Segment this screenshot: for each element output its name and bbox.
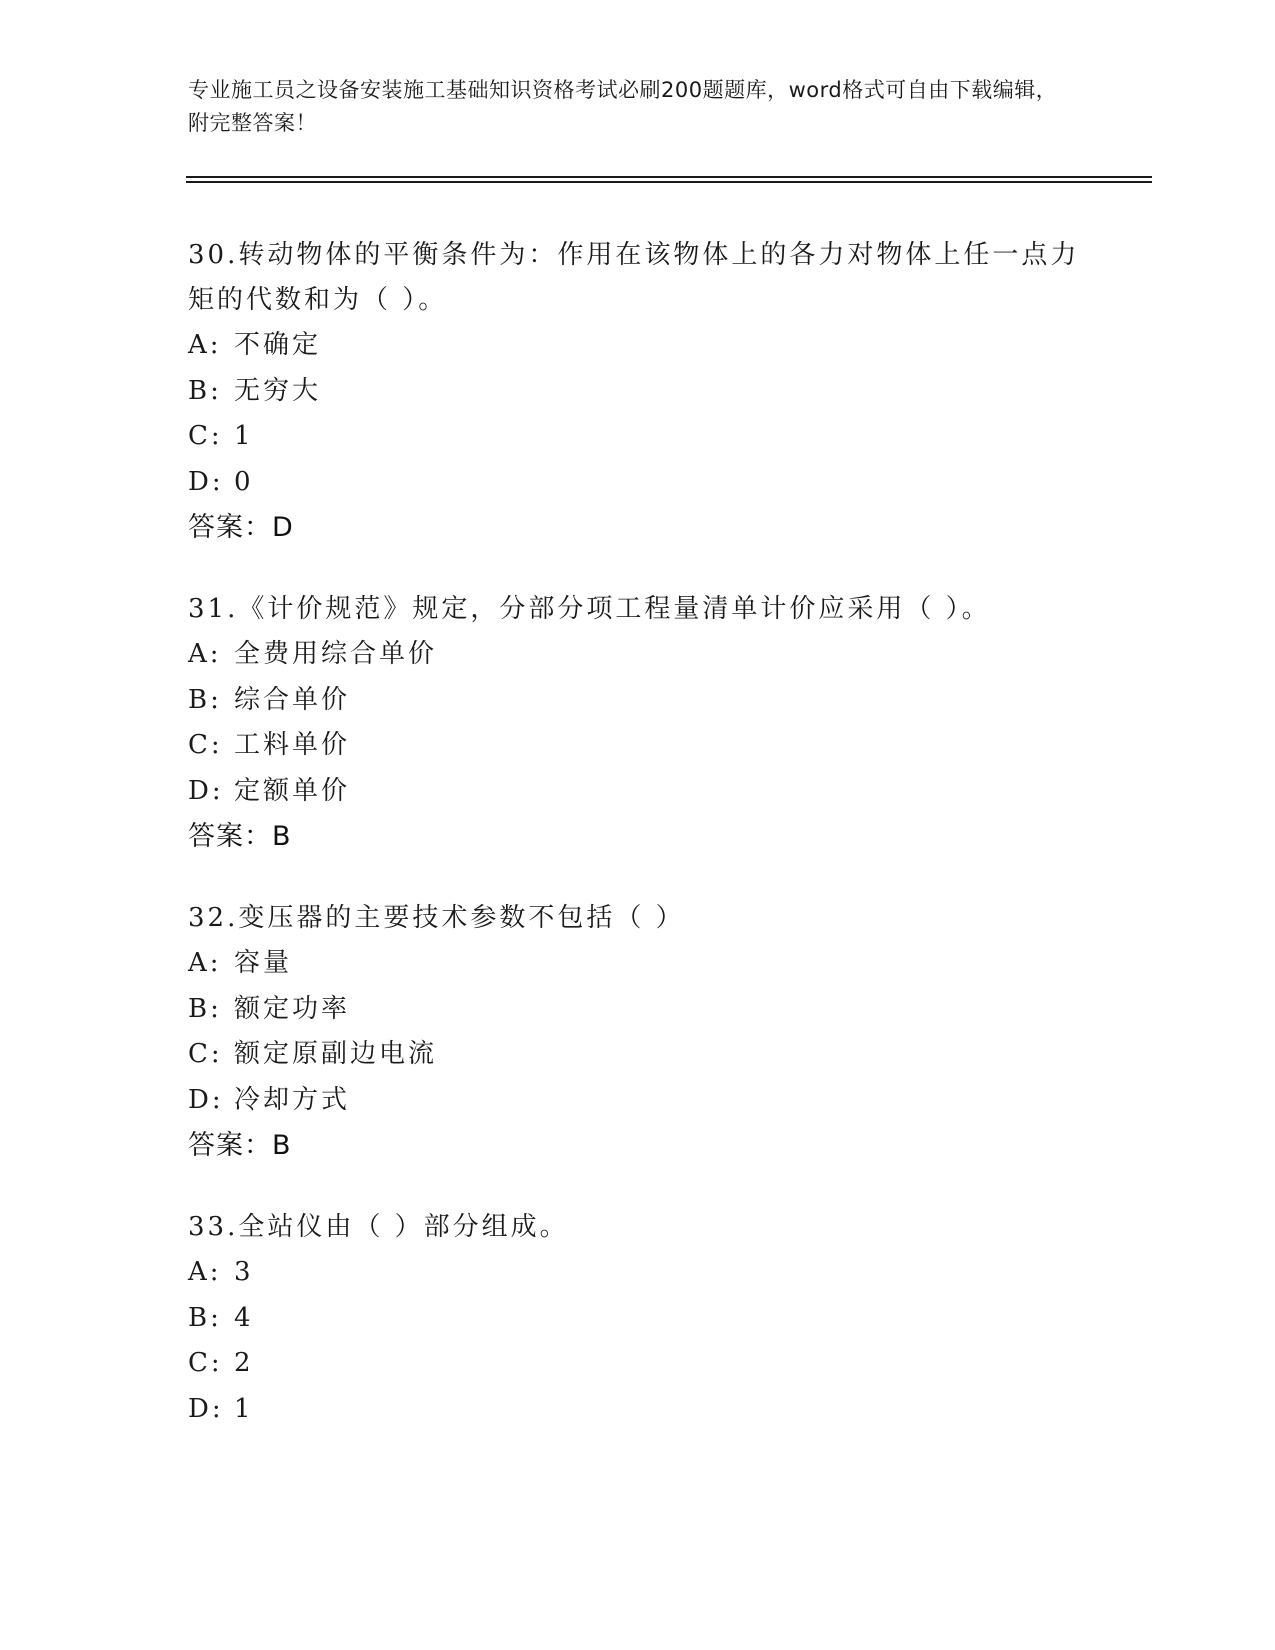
- option-a: [188, 323, 1088, 369]
- option-letter: B:: [188, 1302, 222, 1333]
- option-b: [188, 1296, 1088, 1342]
- option-a: [188, 941, 1088, 987]
- option-text: 2: [234, 1348, 254, 1378]
- option-text: 额定功率: [234, 993, 351, 1024]
- option-c: [188, 1341, 1088, 1387]
- option-text: 冷却方式: [234, 1084, 351, 1115]
- option-letter: C:: [188, 421, 223, 451]
- option-b: [188, 678, 1088, 724]
- option-letter: D:: [188, 775, 224, 806]
- header-divider-bottom: [186, 181, 1152, 183]
- question-31: [188, 587, 1088, 860]
- option-text: 工料单价: [234, 730, 351, 760]
- option-letter: D:: [188, 1393, 224, 1424]
- question-stem: 33.全站仪由（ ）部分组成。: [188, 1212, 569, 1242]
- option-a: [188, 632, 1088, 678]
- option-c: [188, 414, 1088, 460]
- option-text: 1: [234, 1393, 254, 1424]
- question-list: [188, 233, 1088, 1468]
- answer-line: 答案：B: [188, 1130, 292, 1161]
- option-letter: D:: [188, 1084, 224, 1115]
- answer-line: 答案：B: [188, 821, 292, 852]
- question-32: [188, 896, 1088, 1169]
- option-letter: A:: [188, 639, 222, 669]
- document-header: 专业施工员之设备安装施工基础知识资格考试必刷200题题库，word格式可自由下载编辑，附完整答案！: [188, 78, 1058, 135]
- question-33: [188, 1205, 1088, 1432]
- option-d: [188, 460, 1088, 506]
- option-d: [188, 1078, 1088, 1124]
- question-stem: 32.变压器的主要技术参数不包括（ ）: [188, 903, 685, 933]
- option-b: [188, 369, 1088, 415]
- header-divider-top: [186, 176, 1152, 178]
- option-text: 无穷大: [234, 375, 322, 406]
- option-text: 额定原副边电流: [234, 1039, 438, 1069]
- option-text: 定额单价: [234, 775, 351, 806]
- option-text: 3: [234, 1257, 254, 1287]
- option-d: [188, 769, 1088, 815]
- option-letter: C:: [188, 1348, 223, 1378]
- option-d: [188, 1387, 1088, 1433]
- option-text: 0: [234, 466, 254, 497]
- option-text: 不确定: [234, 330, 322, 360]
- option-letter: B:: [188, 375, 222, 406]
- option-letter: B:: [188, 684, 222, 715]
- option-letter: A:: [188, 330, 222, 360]
- option-text: 4: [234, 1302, 254, 1333]
- option-letter: B:: [188, 993, 222, 1024]
- option-text: 综合单价: [234, 684, 351, 715]
- option-a: [188, 1250, 1088, 1296]
- question-stem: 30.转动物体的平衡条件为：作用在该物体上的各力对物体上任一点力矩的代数和为（ ）。: [188, 240, 1080, 315]
- option-letter: C:: [188, 1039, 223, 1069]
- question-stem: 31.《计价规范》规定，分部分项工程量清单计价应采用（ ）。: [188, 594, 991, 624]
- option-text: 容量: [234, 948, 293, 978]
- answer-line: 答案：D: [188, 512, 294, 543]
- option-letter: A:: [188, 948, 222, 978]
- option-letter: D:: [188, 466, 224, 497]
- option-letter: A:: [188, 1257, 222, 1287]
- option-text: 全费用综合单价: [234, 639, 438, 669]
- option-b: [188, 987, 1088, 1033]
- option-c: [188, 723, 1088, 769]
- option-letter: C:: [188, 730, 223, 760]
- question-30: [188, 233, 1088, 551]
- option-text: 1: [234, 421, 254, 451]
- option-c: [188, 1032, 1088, 1078]
